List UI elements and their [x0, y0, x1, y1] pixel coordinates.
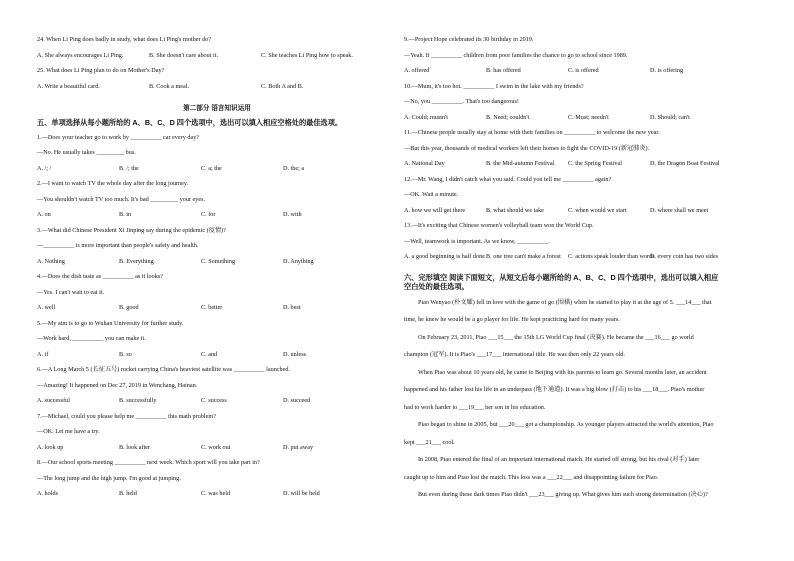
question-dialogue-line: —__________ is more important than people's safety and health. [37, 242, 199, 249]
question-stem: 2.—I want to watch TV the whole day after the long journey. [37, 180, 189, 187]
option-c: C. for [201, 211, 216, 218]
option-b: B. the Mid-autumn Festival [486, 160, 555, 167]
option-b: B. what should we take [486, 206, 544, 214]
option-d: D. Should; can't [650, 113, 690, 121]
option-c: C. She teaches Li Ping how to speak. [261, 51, 353, 59]
option-d: D. where shall we meet [650, 206, 709, 214]
passage-line: When Piao was about 10 years old, he came to Beijing with his parents to learn go. Several months later, an accident [418, 368, 707, 376]
option-d: D. with [283, 211, 302, 218]
section-6-title-line-2: 空白处的最佳选项。 [404, 281, 469, 291]
option-a: A. successful [37, 397, 70, 404]
left-column [37, 36, 397, 506]
question-24-stem: 24. When Li Ping does badly in study, what does Li Ping's mother do? [37, 36, 212, 43]
option-d: D. the Dragon Boat Festival [650, 160, 720, 167]
passage-line: In 2008, Piao entered the final of an important international match. He started off strong, but his rival (对手) later [418, 456, 700, 463]
passage-line: But even during these dark times Piao didn't ___23___ giving up. What gives him such strong determination (决心)? [418, 491, 708, 498]
question-stem: 7.—Michael, could you please help me __________ this math problem? [37, 412, 216, 420]
option-c: C. when would we start [568, 206, 627, 214]
option-a: A. well [37, 304, 56, 311]
option-b: B. held [119, 490, 137, 497]
option-b: B. /; the [119, 164, 139, 172]
passage-line: time, he knew he would be a go player for life. He kept practicing hard for many years. [404, 316, 620, 323]
section-6-title-line-1: 六、完形填空 阅读下面短文，从短文后每小题所给的 A、B、C、D 四个选项中，选出可以填入相应 [404, 272, 719, 282]
question-stem: 6.—A Long March 5 (长征五号) rocket carrying China's heaviest satellite was __________ launched. [37, 366, 291, 373]
question-dialogue-line: —No. He usually takes _________ bus. [37, 149, 136, 156]
question-options [404, 207, 764, 215]
option-a: A. National Day [404, 160, 445, 167]
option-a: A. on [37, 211, 51, 218]
cloze-passage [404, 299, 764, 500]
option-d: D. succeed [283, 397, 311, 404]
question-options [37, 490, 397, 498]
question-options [37, 444, 397, 452]
question-options [37, 165, 397, 173]
question-25-stem: 25. What does Li Ping plan to do on Mother's Day? [37, 67, 165, 74]
question-options [37, 211, 397, 219]
question-stem: 9.—Project Hope celebrated its 30 birthday in 2019. [404, 36, 534, 43]
question-dialogue-line: —Yes. I can't wait to eat it. [37, 288, 105, 296]
option-b: B. has offered [486, 67, 521, 74]
option-a: A. how we will get there [404, 206, 466, 214]
option-c: C. work out [201, 443, 231, 451]
option-b: B. Everything [119, 257, 154, 265]
question-stem: 12.—Mr. Wang, I didn't catch what you said. Could you tell me __________ again? [404, 175, 612, 183]
multiple-choice-list [37, 134, 397, 499]
option-a: A. offered [404, 67, 430, 74]
question-stem: 13.—It's exciting that Chinese women's volleyball team won the World Cup. [404, 222, 594, 229]
question-dialogue-line: —OK. Let me have a try. [37, 428, 100, 435]
question-dialogue-line: —You shouldn't watch TV too much. It's bad _________ your eyes. [37, 195, 206, 203]
option-c: C. Something [201, 257, 236, 265]
passage-line: champion (冠军). It is Piao's ___17___ international title. He was then only 22 years old. [404, 351, 625, 358]
option-c: C. a; the [201, 164, 222, 172]
option-a: A. Could; mustn't [404, 113, 448, 121]
passage-line: Piao Wenyao (朴文耀) fell in love with the game of go (围棋) when he started to play it at the age of 5. ___14___ that [418, 298, 712, 306]
question-dialogue-line: —The long jump and the high jump. I'm good at jumping. [37, 474, 181, 482]
option-d: D. every coin has two sides [650, 253, 719, 260]
question-dialogue-line: —But this year, thousands of medical workers left their homes to fight the COVID-19 (新冠肺炎). [404, 144, 650, 152]
passage-line: happened and his father lost his life in an underpass (地下通道). It was a big blow (打击) to his ___18___. Piao's mother [404, 386, 705, 393]
option-a: A. look up [37, 443, 64, 451]
question-dialogue-line: —Work hard, __________ you can make it. [37, 335, 146, 342]
option-a: A. /; / [37, 164, 52, 172]
option-a: A. if [37, 350, 49, 358]
option-b: B. Cook a meal. [149, 82, 190, 90]
question-dialogue-line: —Amazing! It happened on Dec 27, 2019 in Wenchang, Hainan. [37, 381, 198, 389]
section-5-title: 五、单项选择从每小题所给的 A、B、C、D 四个选项中，选出可以填入相应空格处的最佳选项。 [37, 117, 343, 127]
option-a: A. She always encourages Li Ping. [37, 51, 124, 59]
question-dialogue-line: —OK. Wait a minute. [404, 191, 459, 198]
question-options [37, 304, 397, 312]
question-stem: 8.—Our school sports meeting __________ next week. Which sport will you take part in? [37, 459, 260, 466]
option-c: C. and [201, 350, 218, 358]
question-options [404, 114, 764, 122]
passage-line: On February 23, 2011, Piao ___15___ the 15th LG World Cup final (决赛). He became the ___16___ go world [418, 333, 694, 341]
question-stem: 4.—Does the dish taste as __________ as it looks? [37, 273, 163, 280]
question-dialogue-line: —No, you __________. That's too dangerous! [404, 98, 519, 105]
passage-line: caught up to him and Piao lost the match. This loss was a ___22___ and disappointing failure for Piao. [404, 473, 659, 481]
question-24-options [37, 52, 397, 60]
question-options [404, 67, 764, 75]
option-d: D. Anything [283, 257, 314, 265]
question-stem: 3.—What did Chinese President Xi Jinping say during the epidemic (疫情)? [37, 226, 226, 234]
question-options [37, 397, 397, 405]
option-b: B. look after [119, 443, 151, 451]
question-stem: 10.—Mum, it's too hot. __________ I swim in the lake with my friends? [404, 82, 584, 90]
option-b: B. good [119, 304, 139, 311]
option-b: B. She doesn't care about it. [149, 51, 218, 59]
passage-line: Piao began to shine in 2005, but ___20___ got a championship. As younger players attracted the world's attention, Piao [418, 421, 714, 428]
option-b: B. successfully [119, 397, 157, 404]
option-d: D. will be held [283, 490, 320, 497]
question-options [37, 351, 397, 359]
option-d: D. unless [283, 350, 307, 358]
option-b: B. so [119, 350, 132, 358]
option-d: D. the; a [283, 164, 305, 172]
option-c: C. success [201, 397, 227, 404]
question-options [404, 253, 764, 261]
question-stem: 11.—Chinese people usually stay at home with their families on __________ to welcome the new year. [404, 129, 660, 136]
option-b: B. in [119, 211, 132, 218]
option-a: A. Write a beautiful card. [37, 82, 100, 90]
option-d: D. is offering [650, 67, 684, 74]
option-c: C. better [201, 304, 223, 311]
question-dialogue-line: —Yeah. It __________ children from poor families the chance to go to school since 1989. [404, 51, 628, 59]
option-d: D. best [283, 304, 301, 311]
option-c: C. Must; needn't [568, 113, 609, 121]
passage-line: had to work harder to ___19___ her son in his education. [404, 403, 546, 411]
question-stem: 5.—My aim is to go to Wuhan University for further study. [37, 319, 184, 327]
right-column [404, 36, 764, 509]
question-25-options [37, 83, 397, 91]
question-options [37, 258, 397, 266]
part-title: 第二部分 语言知识运用 [183, 104, 251, 112]
question-dialogue-line: —Well, teamwork is important. As we know, __________. [404, 237, 550, 245]
option-b: B. Need; couldn't [486, 113, 530, 121]
option-a: A. Nothing [37, 257, 65, 265]
option-c: C. Both A and B. [261, 82, 304, 90]
option-a: A. holds [37, 490, 58, 497]
option-b: B. one tree can't make a forest [486, 253, 561, 260]
question-stem: 1.—Does your teacher go to work by __________ car every day? [37, 133, 200, 141]
option-c: C. actions speak louder than words [568, 253, 655, 260]
passage-line: kept ___21___ cool. [404, 438, 455, 446]
question-options [404, 160, 764, 168]
option-c: C. the Spring Festival [568, 160, 622, 167]
multiple-choice-list [404, 36, 764, 261]
option-a: A. a good beginning is half done [404, 253, 485, 260]
option-c: C. is offered [568, 67, 599, 74]
option-c: C. was held [201, 490, 231, 497]
option-d: D. put away [283, 443, 314, 451]
